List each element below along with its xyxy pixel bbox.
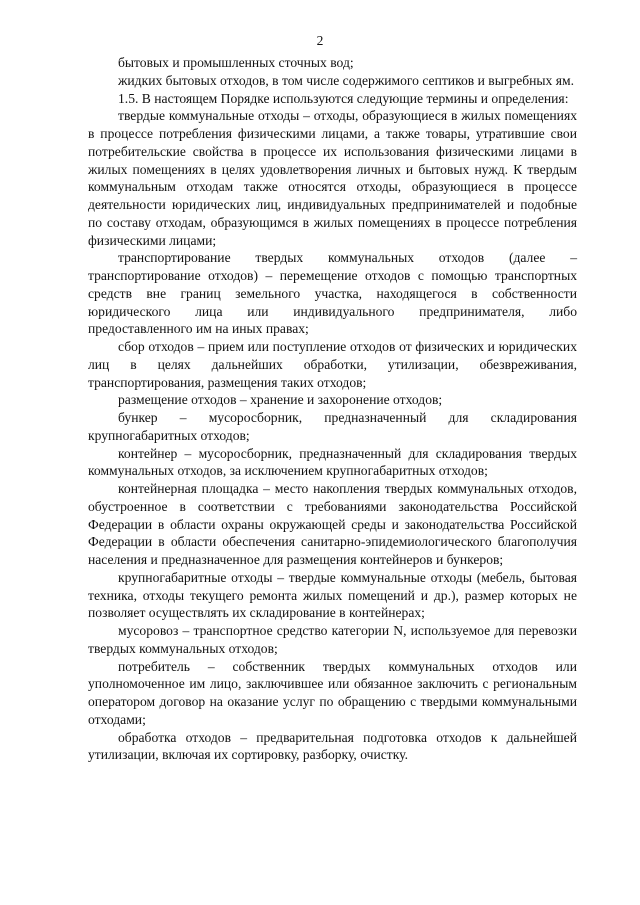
paragraph: твердые коммунальные отходы – отходы, образующиеся в жилых помещениях в процессе потребления физическими лицами, а также товары, утратившие свои потребительские свойства в процессе их использования физическими лицами в жилых помещениях в целях удовлетворения личных и бытовых нужд. К твердым коммунальным отходам также относятся отходы, образующиеся в процессе деятельности юридических лиц, индивидуальных предпринимателей и подобные по составу отходам, образующимся в жилых помещениях в процессе потребления физическими лицами; <box>88 108 577 248</box>
paragraph: размещение отходов – хранение и захоронение отходов; <box>118 392 443 408</box>
paragraph: обработка отходов – предварительная подготовка отходов к дальнейшей утилизации, включая их сортировку, разборку, очистку. <box>88 729 577 763</box>
paragraph: контейнер – мусоросборник, предназначенный для складирования твердых коммунальных отходов, за исключением крупногабаритных отходов; <box>88 445 577 479</box>
paragraph: крупногабаритные отходы – твердые коммунальные отходы (мебель, бытовая техника, отходы текущего ремонта жилых помещений и др.), размер которых не позволяет осуществлять их складирование в контейнерах; <box>88 569 577 621</box>
paragraph: 1.5. В настоящем Порядке используются следующие термины и определения: <box>118 90 569 106</box>
paragraph: контейнерная площадка – место накопления твердых коммунальных отходов, обустроенное в соответствии с требованиями законодательства Российской Федерации в области охраны окружающей среды и законодательства Российской Федерации в области обеспечения санитарно-эпидемиологического благополучия населения и предназначенное для размещения контейнеров и бункеров; <box>88 481 577 567</box>
paragraph: потребитель – собственник твердых коммунальных отходов или уполномоченное им лицо, заключившее или обязанное заключить с региональным оператором договор на оказание услуг по обращению с твердыми коммунальными отходами; <box>88 658 577 727</box>
paragraph: жидких бытовых отходов, в том числе содержимого септиков и выгребных ям. <box>118 72 574 88</box>
paragraph: бытовых и промышленных сточных вод; <box>118 55 354 70</box>
document-body <box>88 54 577 764</box>
paragraph: бункер – мусоросборник, предназначенный для складирования крупногабаритных отходов; <box>88 410 577 443</box>
page-number: 2 <box>316 33 324 48</box>
paragraph: транспортирование твердых коммунальных отходов (далее – транспортирование отходов) – перемещение отходов с помощью транспортных средств вне границ земельного участка, находящегося в собственности юридического лица или индивидуального предпринимателя, либо предоставленного им на иных правах; <box>88 250 577 337</box>
paragraph: сбор отходов – прием или поступление отходов от физических и юридических лиц в целях дальнейших обработки, утилизации, обезвреживания, транспортирования, размещения таких отходов; <box>88 339 577 390</box>
paragraph: мусоровоз – транспортное средство категории N, используемое для перевозки твердых коммунальных отходов; <box>88 623 577 656</box>
